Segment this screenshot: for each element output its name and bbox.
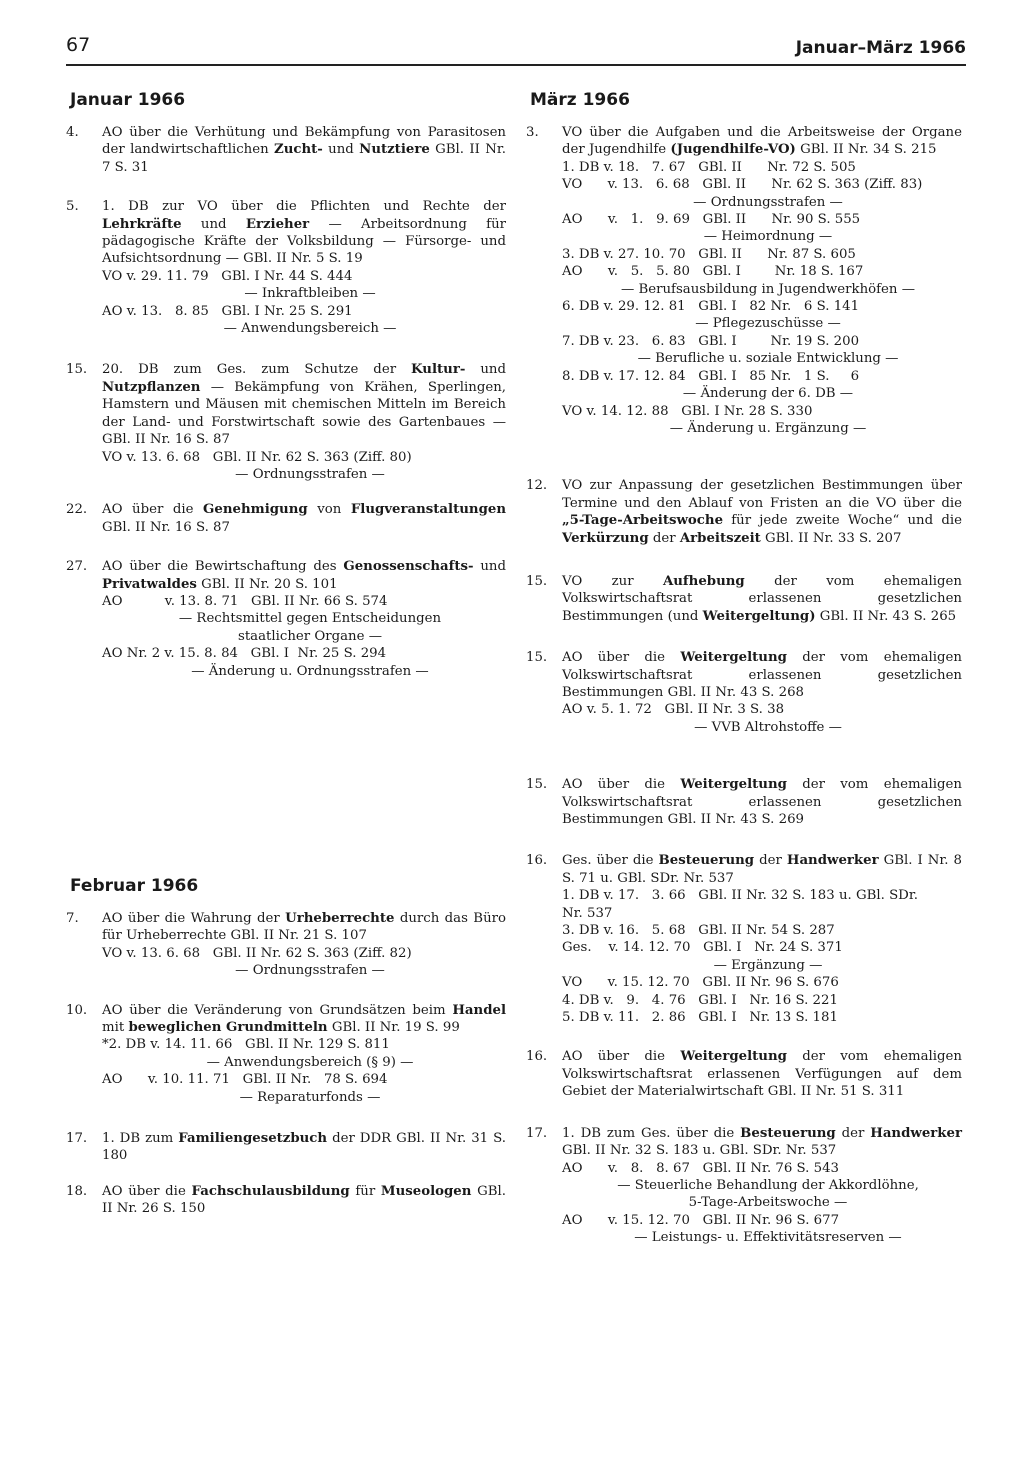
amendment-reference: VO v. 29. 11. 79 GBl. I Nr. 44 S. 444 xyxy=(102,268,353,284)
amendment-reference: 6. DB v. 29. 12. 81 GBl. I 82 Nr. 6 S. 141 xyxy=(562,299,860,315)
entry-keyword: Nutzpflanzen xyxy=(102,379,201,395)
entry-text-segment: — Bekämpfung von Krähen, Sperlingen, Hamstern und Mäusen mit chemischen Mitteln im Bereich der Land- und Forstwirtschaft sowie des Gartenbaues — GBl. II Nr. 16 S. 87 xyxy=(102,379,506,448)
amendment-note: — Leistungs- u. Effektivitätsreserven — xyxy=(634,1230,902,1246)
entry-text-segment: der xyxy=(754,853,787,869)
entry-keyword: Zucht- xyxy=(274,142,323,158)
entry xyxy=(526,573,962,625)
entry-number: 5. xyxy=(66,199,79,215)
entry-keyword: Privatwaldes xyxy=(102,576,197,592)
running-head: Januar–März 1966 xyxy=(795,38,966,58)
entry-keyword: Fachschulausbildung xyxy=(191,1183,350,1199)
entry-text xyxy=(562,776,962,828)
entry-list xyxy=(526,124,962,1247)
entry xyxy=(526,124,962,437)
entry-text-segment: 1. DB zur VO über die Pflichten und Rechte der xyxy=(102,199,506,215)
section-januar xyxy=(66,90,506,680)
amendment-note: 5-Tage-Arbeitswoche — xyxy=(688,1195,848,1211)
section-heading-februar: Februar 1966 xyxy=(70,875,199,896)
entry-keyword: Handwerker xyxy=(870,1125,962,1141)
amendment-reference: AO v. 13. 8. 85 GBl. I Nr. 25 S. 291 xyxy=(102,303,353,319)
entry-text-segment: GBl. II Nr. 19 S. 99 xyxy=(327,1020,460,1035)
amendment-note: — Steuerliche Behandlung der Akkordlöhne, xyxy=(617,1177,919,1193)
entry xyxy=(66,558,506,680)
entry-text-segment: durch das Büro für Urheberrechte GBl. II Nr. 21 S. 107 xyxy=(102,910,506,944)
amendment-reference: VO v. 13. 6. 68 GBl. II Nr. 62 S. 363 (Ziff. 80) xyxy=(102,449,412,465)
entry-text-segment: GBl. II Nr. 34 S. 215 xyxy=(795,142,937,158)
entry-keyword: Besteuerung xyxy=(658,853,755,869)
entry-number: 27. xyxy=(66,559,88,575)
entry-number: 18. xyxy=(66,1183,88,1199)
section-heading-maerz: März 1966 xyxy=(530,90,630,110)
entry-text-segment: und xyxy=(473,559,506,575)
entry-text-segment: der vom ehemaligen Volkswirtschaftsrat erlassenen gesetzlichen Bestimmungen GBl. II Nr. 43 S. 268 xyxy=(562,650,962,700)
entry-text xyxy=(562,573,962,625)
entry-text xyxy=(102,198,506,268)
entry xyxy=(66,1183,506,1218)
entry-text-segment: AO über die xyxy=(562,1049,681,1065)
entry-keyword: Handwerker xyxy=(786,853,879,869)
amendment-note: — Inkraftbleiben — xyxy=(244,286,376,302)
section-maerz xyxy=(526,90,962,1247)
amendment-reference: AO v. 10. 11. 71 GBl. II Nr. 78 S. 694 xyxy=(102,1072,388,1088)
entry xyxy=(66,910,506,980)
entry-keyword: Museologen xyxy=(380,1183,472,1199)
entry-text-segment: AO über die xyxy=(102,502,204,518)
entry xyxy=(526,852,962,1026)
entry-number: 16. xyxy=(526,853,548,869)
entry-list xyxy=(66,124,506,680)
entry-text-segment: AO über die xyxy=(562,777,681,793)
entry-list xyxy=(66,910,506,1218)
entry-text-segment: AO über die xyxy=(562,650,681,666)
entry-text-segment: VO über die Aufgaben und die Arbeitsweise der Organe der Jugendhilfe xyxy=(562,125,962,158)
amendment-note: — Änderung der 6. DB — xyxy=(682,386,854,402)
entry-keyword: Genehmigung xyxy=(203,502,308,518)
page-header xyxy=(66,30,966,68)
entry-text-segment: GBl. II Nr. 43 S. 265 xyxy=(815,608,957,624)
entry-keyword: Arbeitszeit xyxy=(679,530,761,546)
amendment-note: — Anwendungsbereich (§ 9) — xyxy=(206,1054,414,1070)
entry-text xyxy=(562,852,962,887)
entry-text-segment: GBl. II Nr. 16 S. 87 xyxy=(102,519,230,535)
entry-keyword: Weitergeltung) xyxy=(702,608,816,624)
amendment-note: — Pflegezuschüsse — xyxy=(695,316,841,332)
entry-text-segment: GBl. II Nr. 26 S. 150 xyxy=(102,1183,506,1217)
entry-number: 17. xyxy=(526,1125,548,1141)
entry-text-segment: und xyxy=(181,216,246,232)
entry-text-segment: AO über die Veränderung von Grundsätzen beim xyxy=(102,1002,453,1018)
entry xyxy=(526,649,962,736)
entry-text xyxy=(102,1002,506,1037)
entry-text-segment: GBl. I Nr. 8 S. 71 u. GBl. SDr. Nr. 537 xyxy=(562,853,963,886)
section-februar xyxy=(66,876,506,1218)
entry-keyword: Genossenschafts- xyxy=(343,559,474,575)
amendment-reference: VO v. 15. 12. 70 GBl. II Nr. 96 S. 676 xyxy=(562,975,839,991)
entry-text xyxy=(562,1125,962,1160)
entry-text xyxy=(102,558,506,593)
entry xyxy=(66,1002,506,1106)
entry-text-segment: 1. DB zum Ges. über die xyxy=(562,1125,741,1141)
entry-number: 15. xyxy=(526,650,548,666)
entry-text-segment: der vom ehemaligen Volkswirtschaftsrat erlassenen gesetzlichen Bestimmungen GBl. II Nr. 43 S. 269 xyxy=(562,777,962,827)
entry xyxy=(526,477,962,547)
entry-text xyxy=(562,649,962,701)
amendment-reference: VO v. 13. 6. 68 GBl. II Nr. 62 S. 363 (Ziff. 83) xyxy=(562,177,923,193)
entry-text xyxy=(102,910,506,945)
amendment-reference: AO Nr. 2 v. 15. 8. 84 GBl. I Nr. 25 S. 294 xyxy=(102,646,387,662)
entry-number: 7. xyxy=(66,910,79,926)
entry-text-segment: GBl. II Nr. 33 S. 207 xyxy=(760,530,902,546)
amendment-reference: AO v. 13. 8. 71 GBl. II Nr. 66 S. 574 xyxy=(102,593,388,609)
amendment-reference: VO v. 14. 12. 88 GBl. I Nr. 28 S. 330 xyxy=(562,403,813,419)
entry-text-segment: VO zur xyxy=(562,573,663,589)
entry-keyword: Kultur- xyxy=(411,362,466,378)
entry-text xyxy=(102,1130,506,1165)
entry xyxy=(526,776,962,828)
amendment-note: — Ordnungsstrafen — xyxy=(235,963,385,979)
entry-text-segment: und xyxy=(465,362,507,378)
amendment-note: — Reparaturfonds — xyxy=(239,1089,381,1105)
entry-text-segment: von xyxy=(307,502,351,518)
entry-keyword: Aufhebung xyxy=(662,573,745,589)
entry-number: 15. xyxy=(66,362,88,378)
entry-text-segment: Ges. über die xyxy=(562,853,659,869)
entry-text xyxy=(102,361,506,448)
entry-keyword: Familiengesetzbuch xyxy=(178,1131,328,1147)
entry-number: 10. xyxy=(66,1002,88,1018)
entry-text-segment: der vom ehemaligen Volkswirtschaftsrat erlassenen gesetzlichen Bestimmungen (und xyxy=(562,573,962,624)
entry-text-segment: AO über die Bewirtschaftung des xyxy=(102,559,344,575)
entry-keyword: „5-Tage-Arbeitswoche xyxy=(562,513,724,529)
entry-text xyxy=(562,1048,962,1100)
amendment-note: — Anwendungsbereich — xyxy=(223,321,397,337)
entry-text-segment: mit xyxy=(102,1020,129,1035)
entry-text-segment: VO zur Anpassung der gesetzlichen Bestimmungen über Termine und den Ablauf von Fristen an die VO über die xyxy=(562,478,962,511)
entry xyxy=(526,1048,962,1100)
entry-text-segment: GBl. II Nr. 20 S. 101 xyxy=(196,576,338,592)
entry-keyword: Urheberrechte xyxy=(285,910,395,926)
amendment-reference: AO v. 5. 5. 80 GBl. I Nr. 18 S. 167 xyxy=(562,264,864,280)
amendment-reference: 3. DB v. 16. 5. 68 GBl. II Nr. 54 S. 287 xyxy=(562,923,835,939)
amendment-reference: AO v. 8. 8. 67 GBl. II Nr. 76 S. 543 xyxy=(562,1160,840,1176)
entry-number: 17. xyxy=(66,1131,88,1147)
entry-keyword: Erzieher xyxy=(245,216,310,232)
amendment-reference: 1. DB v. 17. 3. 66 GBl. II Nr. 32 S. 183 u. GBl. SDr. xyxy=(562,888,918,904)
entry xyxy=(66,501,506,536)
entry-text-segment: der vom ehemaligen Volkswirtschaftsrat erlassenen Verfügungen auf dem Gebiet der Materialwirtschaft GBl. II Nr. 51 S. 311 xyxy=(562,1049,962,1100)
entry-number: 4. xyxy=(66,125,79,140)
amendment-note: — Änderung u. Ergänzung — xyxy=(669,420,867,436)
entry-keyword: (Jugendhilfe-VO) xyxy=(670,142,796,158)
amendment-note: — Ordnungsstrafen — xyxy=(693,194,843,210)
amendment-reference: 5. DB v. 11. 2. 86 GBl. I Nr. 13 S. 181 xyxy=(562,1010,838,1026)
amendment-note: — Änderung u. Ordnungsstrafen — xyxy=(191,663,429,679)
entry-text-segment: AO über die Wahrung der xyxy=(102,910,286,926)
left-column xyxy=(66,90,506,1218)
entry-text-segment: und xyxy=(322,142,360,158)
entry-text-segment: 20. DB zum Ges. zum Schutze der xyxy=(102,362,412,378)
amendment-note: — Berufliche u. soziale Entwicklung — xyxy=(637,351,899,367)
entry-text-segment: AO über die xyxy=(102,1183,192,1199)
amendment-reference: 7. DB v. 23. 6. 83 GBl. I Nr. 19 S. 200 xyxy=(562,333,860,349)
entry-text-segment: für jede zweite Woche“ und die xyxy=(723,513,962,529)
entry-number: 22. xyxy=(66,502,88,518)
entry-keyword: Besteuerung xyxy=(740,1125,836,1141)
amendment-reference: VO v. 13. 6. 68 GBl. II Nr. 62 S. 363 (Ziff. 82) xyxy=(102,945,412,961)
amendment-note: — Heimordnung — xyxy=(703,229,833,245)
amendment-note: staatlicher Organe — xyxy=(238,628,382,644)
page-number: 67 xyxy=(66,34,91,56)
amendment-reference: 1. DB v. 18. 7. 67 GBl. II Nr. 72 S. 505 xyxy=(562,159,856,175)
section-heading-januar: Januar 1966 xyxy=(70,90,186,110)
entry-text xyxy=(102,1183,506,1218)
header-rule xyxy=(66,64,966,66)
entry xyxy=(526,1125,962,1247)
entry-number: 12. xyxy=(526,478,548,494)
right-column xyxy=(526,90,962,1247)
entry-text-segment: GBl. II Nr. 32 S. 183 u. GBl. SDr. Nr. 537 xyxy=(562,1143,837,1159)
entry-number: 16. xyxy=(526,1049,548,1065)
entry-text xyxy=(562,477,962,547)
amendment-note: — VVB Altrohstoffe — xyxy=(694,719,842,735)
entry-keyword: Weitergeltung xyxy=(680,650,787,666)
amendment-note: — Rechtsmittel gegen Entscheidungen xyxy=(178,611,442,627)
amendment-note: — Ergänzung — xyxy=(713,957,823,973)
amendment-note: — Berufsausbildung in Jugendwerkhöfen — xyxy=(620,281,916,297)
entry xyxy=(66,198,506,337)
entry xyxy=(66,124,506,176)
amendment-reference: AO v. 1. 9. 69 GBl. II Nr. 90 S. 555 xyxy=(562,212,861,228)
entry-text-segment: für xyxy=(349,1183,381,1199)
amendment-reference: 4. DB v. 9. 4. 76 GBl. I Nr. 16 S. 221 xyxy=(562,992,838,1008)
entry xyxy=(66,1130,506,1165)
entry-number: 15. xyxy=(526,777,548,793)
entry-text xyxy=(102,501,506,536)
amendment-reference: AO v. 15. 12. 70 GBl. II Nr. 96 S. 677 xyxy=(562,1212,840,1228)
entry-keyword: beweglichen Grundmitteln xyxy=(128,1020,328,1035)
entry-keyword: Weitergeltung xyxy=(680,777,787,793)
entry-text xyxy=(102,124,506,176)
entry-text-segment: 1. DB zum xyxy=(102,1131,179,1147)
entry xyxy=(66,361,506,483)
amendment-reference: 8. DB v. 17. 12. 84 GBl. I 85 Nr. 1 S. 6 xyxy=(562,368,860,384)
amendment-reference: *2. DB v. 14. 11. 66 GBl. II Nr. 129 S. 811 xyxy=(102,1037,390,1053)
amendment-reference: AO v. 5. 1. 72 GBl. II Nr. 3 S. 38 xyxy=(562,702,785,718)
entry-keyword: Verkürzung xyxy=(562,530,649,546)
amendment-reference: 3. DB v. 27. 10. 70 GBl. II Nr. 87 S. 605 xyxy=(562,246,856,262)
entry-keyword: Weitergeltung xyxy=(680,1049,787,1065)
entry-keyword: Nutztiere xyxy=(359,142,430,158)
entry-keyword: Flugveranstaltungen xyxy=(350,502,506,518)
entry-number: 15. xyxy=(526,573,548,589)
amendment-reference: Nr. 537 xyxy=(562,905,613,921)
entry-text-segment: — Arbeitsordnung für pädagogische Kräfte der Volksbildung — Fürsorge- und Aufsichtsordnung — GBl. II Nr. 5 S. 19 xyxy=(102,216,507,267)
entry-keyword: Lehrkräfte xyxy=(102,216,182,232)
entry-text-segment: der xyxy=(835,1125,871,1141)
amendment-note: — Ordnungsstrafen — xyxy=(235,466,385,482)
entry-text xyxy=(562,124,962,159)
entry-text-segment: GBl. II Nr. 7 S. 31 xyxy=(102,142,506,175)
entry-text-segment: AO über die Verhütung und Bekämpfung von Parasitosen der landwirtschaftlichen xyxy=(102,125,506,158)
entry-text-segment: der DDR GBl. II Nr. 31 S. 180 xyxy=(102,1131,506,1164)
entry-number: 3. xyxy=(526,125,539,140)
entry-keyword: Handel xyxy=(452,1002,506,1018)
amendment-reference: Ges. v. 14. 12. 70 GBl. I Nr. 24 S. 371 xyxy=(562,940,843,956)
entry-text-segment: der xyxy=(648,530,680,546)
